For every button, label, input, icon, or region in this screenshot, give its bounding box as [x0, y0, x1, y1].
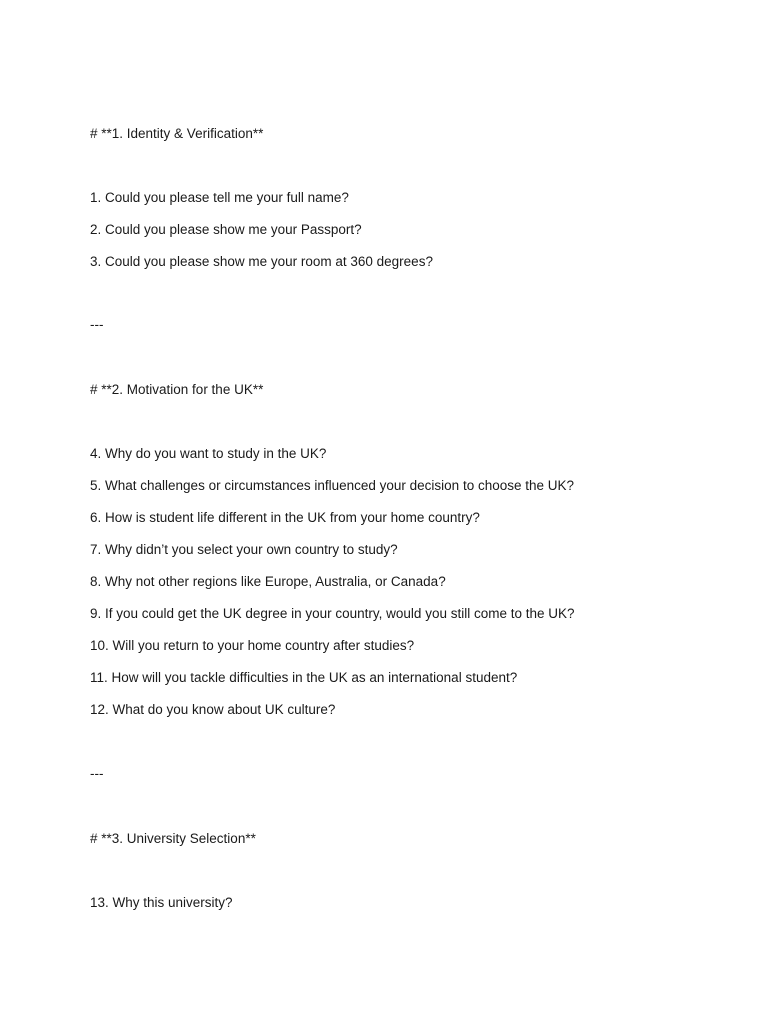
section-separator: ---: [90, 766, 104, 781]
question-item: 7. Why didn’t you select your own country to study?: [90, 542, 398, 557]
question-item: 12. What do you know about UK culture?: [90, 702, 336, 717]
question-item: 4. Why do you want to study in the UK?: [90, 446, 327, 461]
section-heading-university: # **3. University Selection**: [90, 831, 256, 846]
question-item: 8. Why not other regions like Europe, Australia, or Canada?: [90, 574, 446, 589]
question-item: 3. Could you please show me your room at 360 degrees?: [90, 254, 433, 269]
question-item: 1. Could you please tell me your full name?: [90, 190, 349, 205]
section-separator: ---: [90, 317, 104, 332]
question-item: 2. Could you please show me your Passport?: [90, 222, 362, 237]
question-item: 10. Will you return to your home country after studies?: [90, 638, 415, 653]
question-item: 9. If you could get the UK degree in your country, would you still come to the UK?: [90, 606, 575, 621]
question-item: 13. Why this university?: [90, 895, 233, 910]
question-item: 6. How is student life different in the UK from your home country?: [90, 510, 480, 525]
question-item: 5. What challenges or circumstances influenced your decision to choose the UK?: [90, 478, 575, 493]
section-heading-identity: # **1. Identity & Verification**: [90, 126, 264, 141]
section-heading-motivation: # **2. Motivation for the UK**: [90, 382, 264, 397]
question-item: 11. How will you tackle difficulties in the UK as an international student?: [90, 670, 518, 685]
